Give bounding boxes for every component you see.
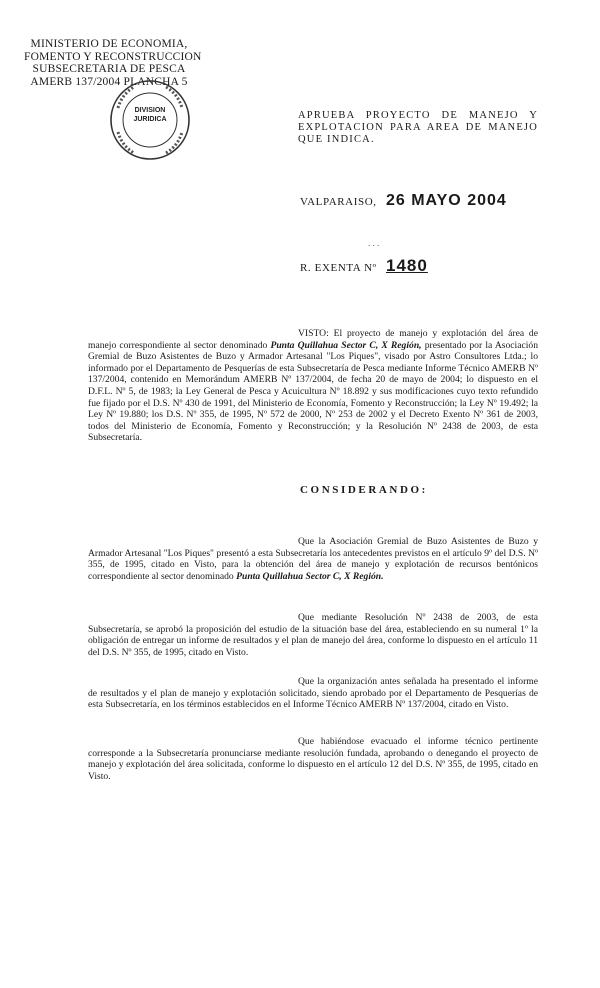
considerando-paragraph-3: Que la organización antes señalada ha presentado el informe de resultados y el plan de manejo y explotación solicitado, siendo aprobado por el Departamento de Pesquerías de esta Subsecretaría, en los términos establecidos en el Informe Técnico AMERB Nº 137/2004, citado en Visto. — [88, 676, 538, 711]
decorative-dots: . . . — [368, 238, 380, 248]
stamp-line-1: DIVISION — [134, 107, 166, 114]
considerando-1-sector: Punta Quillahua Sector C, X Región. — [236, 570, 384, 582]
visto-sector: Punta Quillahua Sector C, X Región, — [270, 339, 422, 351]
considerando-paragraph-2: Que mediante Resolución Nº 2438 de 2003, de esta Subsecretaría, se aprobó la proposición del estudio de la situación base del área, estableciendo en su numeral 1º la obligación de entregar un informe de resultados y el plan de manejo del área, conforme lo dispuesto en el artículo 11 del D.S. Nº 355, de 1995, citado en Visto. — [88, 612, 538, 658]
visto-rest: presentado por la Asociación Gremial de Buzo Asistentes de Buzo y Armador Artesanal "Los Piques", visado por Astro Consultores Ltda.; lo informado por el Departamento de Pesquerías de esta Subsecretaría de Pesca mediante Informe Técnico AMERB Nº 137/2004, contenido en Memorándum AMERB Nº 137/2004, de fecha 20 de mayo de 2004; lo dispuesto en el D.F.L. Nº 5, de 1983; la Ley General de Pesca y Acuicultura Nº 18.892 y sus modificaciones cuyo texto refundido fue fijado por el D.S. Nº 430 de 1991, del Ministerio de Economía, Fomento y Reconstrucción; la Ley Nº 19.492; la Ley Nº 19.880; los D.S. Nº 355, de 1995, Nº 572 de 2000, Nº 253 de 2002 y el Decreto Exento Nº 361 de 2003, todos del Ministerio de Economía, Fomento y Reconstrucción; y la Resolución Nº 2438 de 2003, de esta Subsecretaría. — [88, 339, 539, 444]
ministry-line-2: FOMENTO Y RECONSTRUCCION — [24, 50, 202, 63]
considerando-paragraph-4: Que habiéndose evacuado el informe técnico pertinente corresponde a la Subsecretaría pronunciarse mediante resolución fundada, aprobando o denegando el proyecto de manejo y explotación del área solicitada, conforme lo dispuesto en el artículo 12 del D.S. Nº 355, de 1995, citado en Visto. — [88, 736, 538, 782]
resolution-label: R. EXENTA Nº — [300, 262, 377, 274]
date-stamp: 26 MAYO 2004 — [385, 192, 507, 209]
considerando-heading: CONSIDERANDO: — [300, 484, 428, 496]
resolution-number: 1480 — [386, 256, 428, 275]
place: VALPARAISO, — [300, 196, 377, 208]
stamp-text — [108, 106, 192, 124]
document-subject: APRUEBA PROYECTO DE MANEJO Y EXPLOTACION PARA AREA DE MANEJO QUE INDICA. — [298, 110, 538, 145]
resolution-number-line — [300, 256, 428, 276]
division-juridica-stamp — [108, 78, 192, 162]
considerando-1-lead: Que la Asociación Gremial de Buzo Asistentes de Buzo y Armador Artesanal "Los Piques" presentó a esta Subsecretaría los antecedentes previstos en el artículo 9º del D.S. Nº 355, de 1995, citado en Visto, para la obtención del área de manejo y explotación de recursos bentónicos correspondiente al sector denominado — [88, 536, 538, 582]
visto-paragraph — [88, 328, 538, 444]
ministry-line-3: SUBSECRETARIA DE PESCA — [32, 63, 186, 75]
stamp-line-2: JURIDICA — [133, 116, 167, 123]
place-date — [300, 192, 507, 210]
considerando-paragraph-1 — [88, 536, 538, 582]
visto-lead: VISTO: El proyecto de manejo y explotación del área de manejo correspondiente al sector denominado — [88, 328, 538, 351]
ministry-line-4: AMERB 137/2004 PLANCHA 5 — [30, 75, 188, 88]
ministry-line-1: MINISTERIO DE ECONOMIA, — [30, 38, 188, 50]
